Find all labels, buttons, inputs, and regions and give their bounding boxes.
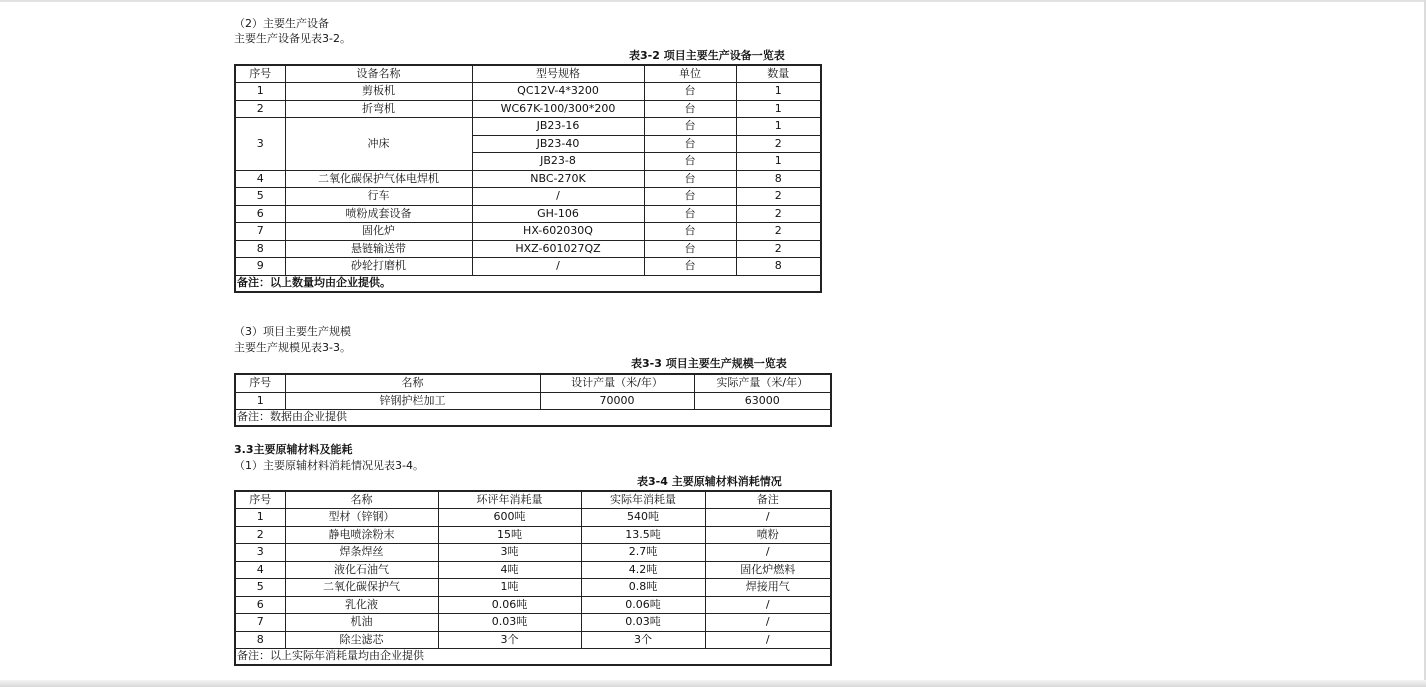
materials-table [234,490,832,666]
cell-no: 8 [235,631,285,648]
table-row [235,631,831,648]
cell-actual-output: 63000 [694,392,831,409]
header-cell-actual-consumption: 实际年消耗量 [581,491,705,508]
cell-qty: 2 [736,135,821,152]
cell-name: 锌钢护栏加工 [285,392,540,409]
cell-no: 1 [235,392,285,409]
cell-unit: 台 [644,135,736,152]
window-top-border [0,0,1426,2]
cell-qty: 1 [736,82,821,100]
scale-heading: （3）项目主要生产规模 [234,325,351,338]
cell-name: 机油 [285,613,438,631]
cell-actual: 2.7吨 [581,543,705,561]
cell-actual: 13.5吨 [581,526,705,543]
equipment-table [234,64,822,293]
cell-no: 3 [235,117,285,170]
cell-model: GH-106 [472,205,644,222]
table-row [235,117,821,135]
cell-actual: 3个 [581,631,705,648]
cell-name: 二氧化碳保护气 [285,578,438,596]
cell-qty: 2 [736,187,821,205]
cell-qty: 1 [736,117,821,135]
cell-qty: 2 [736,205,821,222]
cell-remark: 焊接用气 [705,578,831,596]
header-cell-design-output: 设计产量（米/年） [540,374,694,392]
table-row [235,187,821,205]
cell-name: 焊条焊丝 [285,543,438,561]
cell-remark: 喷粉 [705,526,831,543]
header-cell-name: 设备名称 [285,65,472,82]
cell-name: 除尘滤芯 [285,631,438,648]
cell-remark: / [705,596,831,613]
table-row [235,543,831,561]
cell-name: 砂轮打磨机 [285,257,472,275]
table-row [235,596,831,613]
table-row [235,222,821,240]
cell-unit: 台 [644,152,736,170]
table-row [235,170,821,187]
table-row [235,392,831,409]
cell-name: 喷粉成套设备 [285,205,472,222]
cell-no: 8 [235,240,285,257]
cell-remark: 固化炉燃料 [705,561,831,578]
cell-name: 型材（锌钢） [285,508,438,526]
table-row [235,257,821,275]
scale-table-caption: 表3-3 项目主要生产规模一览表 [631,357,787,370]
cell-remark: / [705,631,831,648]
cell-no: 5 [235,187,285,205]
cell-name: 折弯机 [285,100,472,117]
window-bottom-border [0,680,1426,687]
cell-eia: 0.03吨 [438,613,581,631]
cell-model: / [472,257,644,275]
cell-name: 液化石油气 [285,561,438,578]
cell-model: NBC-270K [472,170,644,187]
cell-eia: 3吨 [438,543,581,561]
cell-model: HX-602030Q [472,222,644,240]
cell-no: 6 [235,596,285,613]
cell-unit: 台 [644,240,736,257]
cell-eia: 600吨 [438,508,581,526]
cell-no: 9 [235,257,285,275]
header-cell-qty: 数量 [736,65,821,82]
cell-unit: 台 [644,170,736,187]
cell-name: 剪板机 [285,82,472,100]
cell-qty: 1 [736,152,821,170]
cell-name: 乳化液 [285,596,438,613]
cell-qty: 2 [736,222,821,240]
equipment-intro: 主要生产设备见表3-2。 [234,32,351,45]
table-row [235,100,821,117]
cell-model: JB23-16 [472,117,644,135]
cell-no: 1 [235,82,285,100]
cell-unit: 台 [644,187,736,205]
table-row [235,205,821,222]
cell-actual: 540吨 [581,508,705,526]
cell-no: 1 [235,508,285,526]
cell-qty: 2 [736,240,821,257]
header-cell-name: 名称 [285,374,540,392]
cell-actual: 4.2吨 [581,561,705,578]
table-note-row [235,648,831,665]
cell-model: / [472,187,644,205]
cell-no: 4 [235,561,285,578]
materials-table-caption: 表3-4 主要原辅材料消耗情况 [637,475,782,488]
table-note: 备注：数据由企业提供 [235,409,831,426]
cell-name: 固化炉 [285,222,472,240]
table-row [235,613,831,631]
cell-unit: 台 [644,100,736,117]
cell-remark: / [705,613,831,631]
table-note-row [235,275,821,292]
table-note-row [235,409,831,426]
cell-no: 4 [235,170,285,187]
cell-model: JB23-40 [472,135,644,152]
cell-unit: 台 [644,222,736,240]
equipment-table-caption: 表3-2 项目主要生产设备一览表 [629,49,785,62]
cell-actual: 0.06吨 [581,596,705,613]
cell-unit: 台 [644,257,736,275]
header-cell-name: 名称 [285,491,438,508]
cell-unit: 台 [644,205,736,222]
cell-no: 5 [235,578,285,596]
table-note: 备注：以上实际年消耗量均由企业提供 [235,648,831,665]
cell-eia: 1吨 [438,578,581,596]
cell-unit: 台 [644,82,736,100]
header-cell-unit: 单位 [644,65,736,82]
cell-no: 3 [235,543,285,561]
cell-no: 6 [235,205,285,222]
table-row [235,82,821,100]
header-cell-no: 序号 [235,374,285,392]
cell-eia: 0.06吨 [438,596,581,613]
header-cell-remark: 备注 [705,491,831,508]
cell-actual: 0.8吨 [581,578,705,596]
cell-qty: 8 [736,170,821,187]
header-cell-eia-consumption: 环评年消耗量 [438,491,581,508]
table-row [235,508,831,526]
table-note: 备注：以上数量均由企业提供。 [235,275,821,292]
cell-qty: 8 [736,257,821,275]
cell-remark: / [705,508,831,526]
materials-intro: （1）主要原辅材料消耗情况见表3-4。 [234,459,424,472]
table-header-row [235,374,831,392]
header-cell-no: 序号 [235,491,285,508]
cell-model: WC67K-100/300*200 [472,100,644,117]
cell-name: 冲床 [285,117,472,170]
cell-no: 7 [235,222,285,240]
table-row [235,561,831,578]
cell-unit: 台 [644,117,736,135]
cell-no: 2 [235,526,285,543]
header-cell-actual-output: 实际产量（米/年） [694,374,831,392]
table-row [235,578,831,596]
table-row [235,240,821,257]
header-cell-model: 型号规格 [472,65,644,82]
cell-eia: 3个 [438,631,581,648]
cell-no: 2 [235,100,285,117]
cell-model: JB23-8 [472,152,644,170]
cell-name: 二氧化碳保护气体电焊机 [285,170,472,187]
cell-actual: 0.03吨 [581,613,705,631]
cell-eia: 15吨 [438,526,581,543]
materials-section-title: 3.3主要原辅材料及能耗 [234,443,353,456]
cell-design-output: 70000 [540,392,694,409]
table-header-row [235,65,821,82]
scale-table [234,373,832,427]
cell-model: HXZ-601027QZ [472,240,644,257]
cell-name: 悬链输送带 [285,240,472,257]
cell-eia: 4吨 [438,561,581,578]
equipment-heading: （2）主要生产设备 [234,17,329,30]
cell-remark: / [705,543,831,561]
table-row [235,526,831,543]
cell-name: 静电喷涂粉末 [285,526,438,543]
header-cell-no: 序号 [235,65,285,82]
cell-no: 7 [235,613,285,631]
scale-intro: 主要生产规模见表3-3。 [234,341,351,354]
cell-name: 行车 [285,187,472,205]
cell-qty: 1 [736,100,821,117]
table-header-row [235,491,831,508]
cell-model: QC12V-4*3200 [472,82,644,100]
